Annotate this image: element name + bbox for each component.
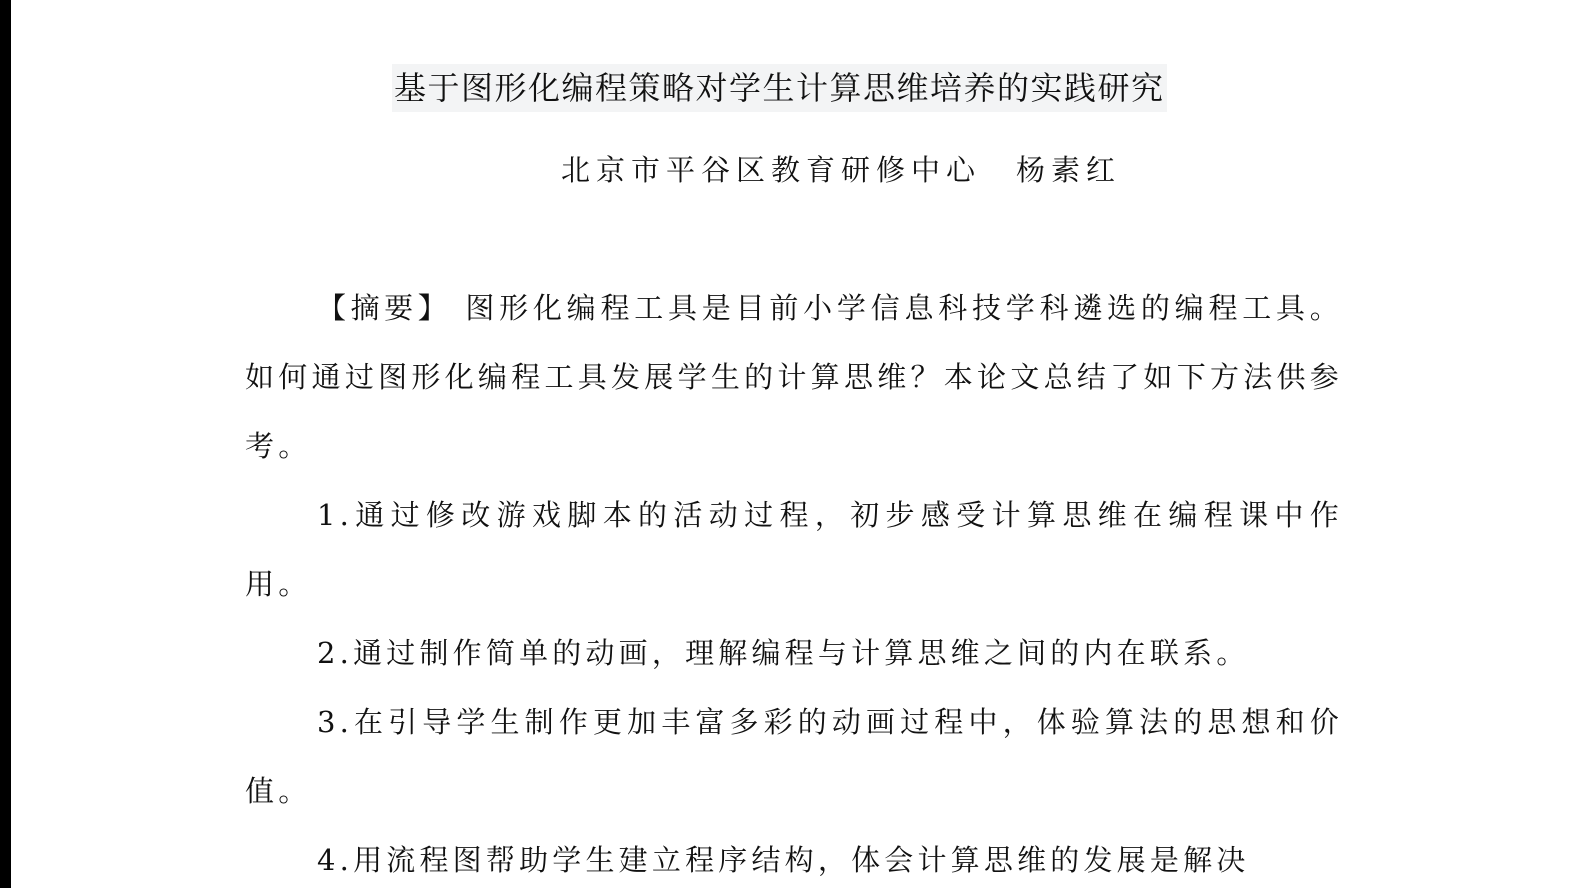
author-affiliation: 北京市平谷区教育研修中心 杨素红 [560, 153, 1121, 187]
list-item-1: 1.通过修改游戏脚本的活动过程，初步感受计算思维在编程课中作用。 [245, 498, 1343, 601]
list-item-2: 2.通过制作简单的动画，理解编程与计算思维之间的内在联系。 [317, 636, 1250, 670]
document-page [11, 0, 1579, 888]
abstract-paragraph [245, 274, 1343, 481]
paper-title: 基于图形化编程策略对学生计算思维培养的实践研究 [392, 64, 1167, 112]
list-item-4: 4.用流程图帮助学生建立程序结构，体会计算思维的发展是解决 [317, 843, 1250, 877]
list-item-3: 3.在引导学生制作更加丰富多彩的动画过程中，体验算法的思想和价值。 [245, 705, 1343, 808]
abstract-body [245, 274, 1343, 888]
abstract-text: 图形化编程工具是目前小学信息科技学科遴选的编程工具。如何通过图形化编程工具发展学生的计算思维？本论文总结了如下方法供参考。 [245, 291, 1343, 463]
abstract-label: 【摘要】 [317, 291, 452, 325]
